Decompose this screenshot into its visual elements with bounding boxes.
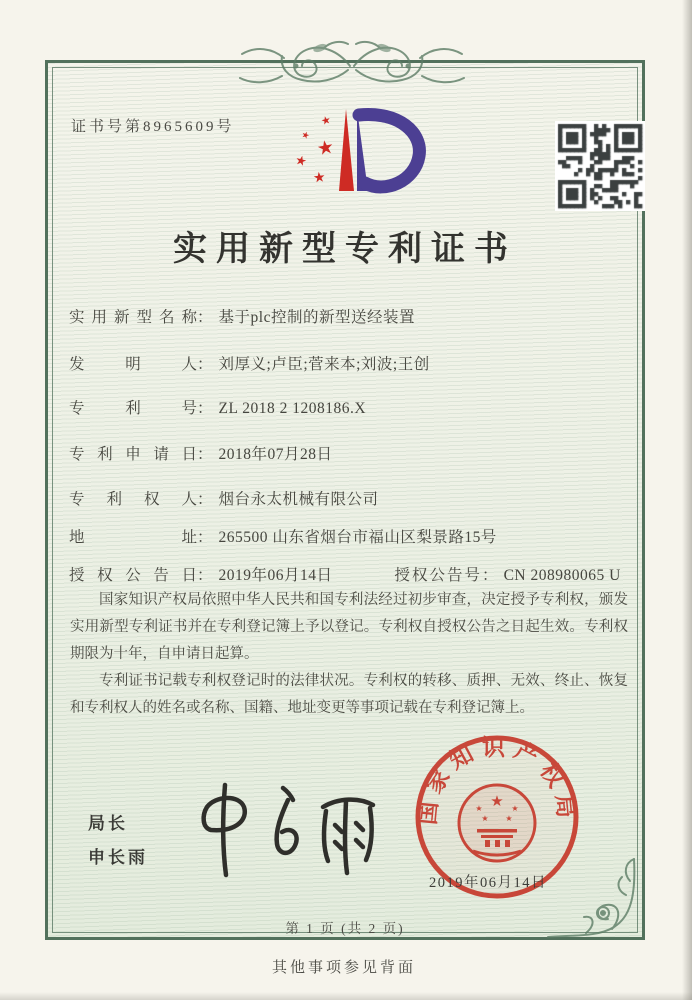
logo-star-icon: ★ xyxy=(319,112,333,129)
colon: ： xyxy=(197,446,213,463)
corner-flourish xyxy=(546,851,646,943)
field-address xyxy=(69,525,497,547)
legal-paragraph-2: 专利证书记载专利权登记时的法律状况。专利权的转移、质押、无效、终止、恢复和专利权人的姓名或名称、国籍、地址变更等事项记载在专利登记簿上。 xyxy=(70,673,628,716)
legal-text xyxy=(70,587,628,722)
colon: ： xyxy=(482,567,498,584)
legal-paragraph-1: 国家知识产权局依照中华人民共和国专利法经过初步审查，决定授予专利权，颁发实用新型专利证书并在专利登记簿上予以登记。专利权自授权公告之日起生效。专利权期限为十年，自申请日起算。 xyxy=(70,592,628,662)
colon: ： xyxy=(197,567,213,584)
qr-code xyxy=(555,121,645,211)
svg-text:★: ★ xyxy=(475,804,483,813)
field-label: 授权公告日 xyxy=(69,567,197,584)
field-value: ZL 2018 2 1208186.X xyxy=(218,400,367,417)
logo-star-icon: ★ xyxy=(312,169,327,187)
cnipa-logo xyxy=(271,99,441,209)
field-grant-announcement xyxy=(69,563,621,585)
commissioner-title: 局长 xyxy=(88,814,128,833)
svg-text:★: ★ xyxy=(505,814,513,823)
field-value: 基于plc控制的新型送经装置 xyxy=(218,309,415,326)
field-label: 专利申请日 xyxy=(69,446,197,463)
certificate-frame xyxy=(45,60,645,940)
seal-date: 2019年06月14日 xyxy=(429,875,547,891)
colon: ： xyxy=(197,529,213,546)
field-value: CN 208980065 U xyxy=(503,567,621,584)
field-value: 2018年07月28日 xyxy=(218,446,333,463)
seal-text: 国家知识产权局 xyxy=(414,735,580,826)
certificate-title: 实用新型专利证书 xyxy=(173,231,517,268)
field-patent-number xyxy=(69,396,366,418)
field-label: 地址 xyxy=(69,529,197,546)
seal-emblem xyxy=(459,785,535,861)
field-value: 2019年06月14日 xyxy=(218,567,333,584)
field-label: 授权公告号 xyxy=(394,567,483,584)
scan-edge-shadow-bottom xyxy=(0,992,692,1000)
field-value: 刘厚义;卢臣;菅来本;刘波;王创 xyxy=(218,356,430,373)
colon: ： xyxy=(197,356,213,373)
handwritten-signature xyxy=(193,775,393,890)
colon: ： xyxy=(197,309,213,326)
top-border-ornament xyxy=(232,30,472,94)
field-label: 发明人 xyxy=(69,356,197,373)
page-number: 第 1 页 (共 2 页) xyxy=(285,921,405,936)
svg-text:★: ★ xyxy=(490,792,504,810)
field-label: 专利权人 xyxy=(69,491,197,508)
field-inventors xyxy=(69,352,430,374)
colon: ： xyxy=(197,491,213,508)
field-filing-date xyxy=(69,442,333,464)
certificate-number: 证书号第8965609号 xyxy=(71,119,235,135)
svg-text:★: ★ xyxy=(511,804,519,813)
field-label: 实用新型名称 xyxy=(69,309,197,326)
svg-text:★: ★ xyxy=(481,814,489,823)
commissioner-name: 申长雨 xyxy=(88,848,148,867)
logo-star-icon: ★ xyxy=(293,152,309,171)
field-patentee xyxy=(69,487,379,509)
logo-star-icon: ★ xyxy=(299,129,311,143)
scan-edge-shadow xyxy=(682,0,692,1000)
field-utility-model-name xyxy=(69,305,415,327)
field-label: 专利号 xyxy=(69,400,197,417)
logo-star-icon: ★ xyxy=(315,135,336,161)
back-side-note: 其他事项参见背面 xyxy=(272,960,417,976)
colon: ： xyxy=(197,400,213,417)
field-value: 烟台永太机械有限公司 xyxy=(218,491,379,508)
field-value: 265500 山东省烟台市福山区梨景路15号 xyxy=(218,529,497,546)
